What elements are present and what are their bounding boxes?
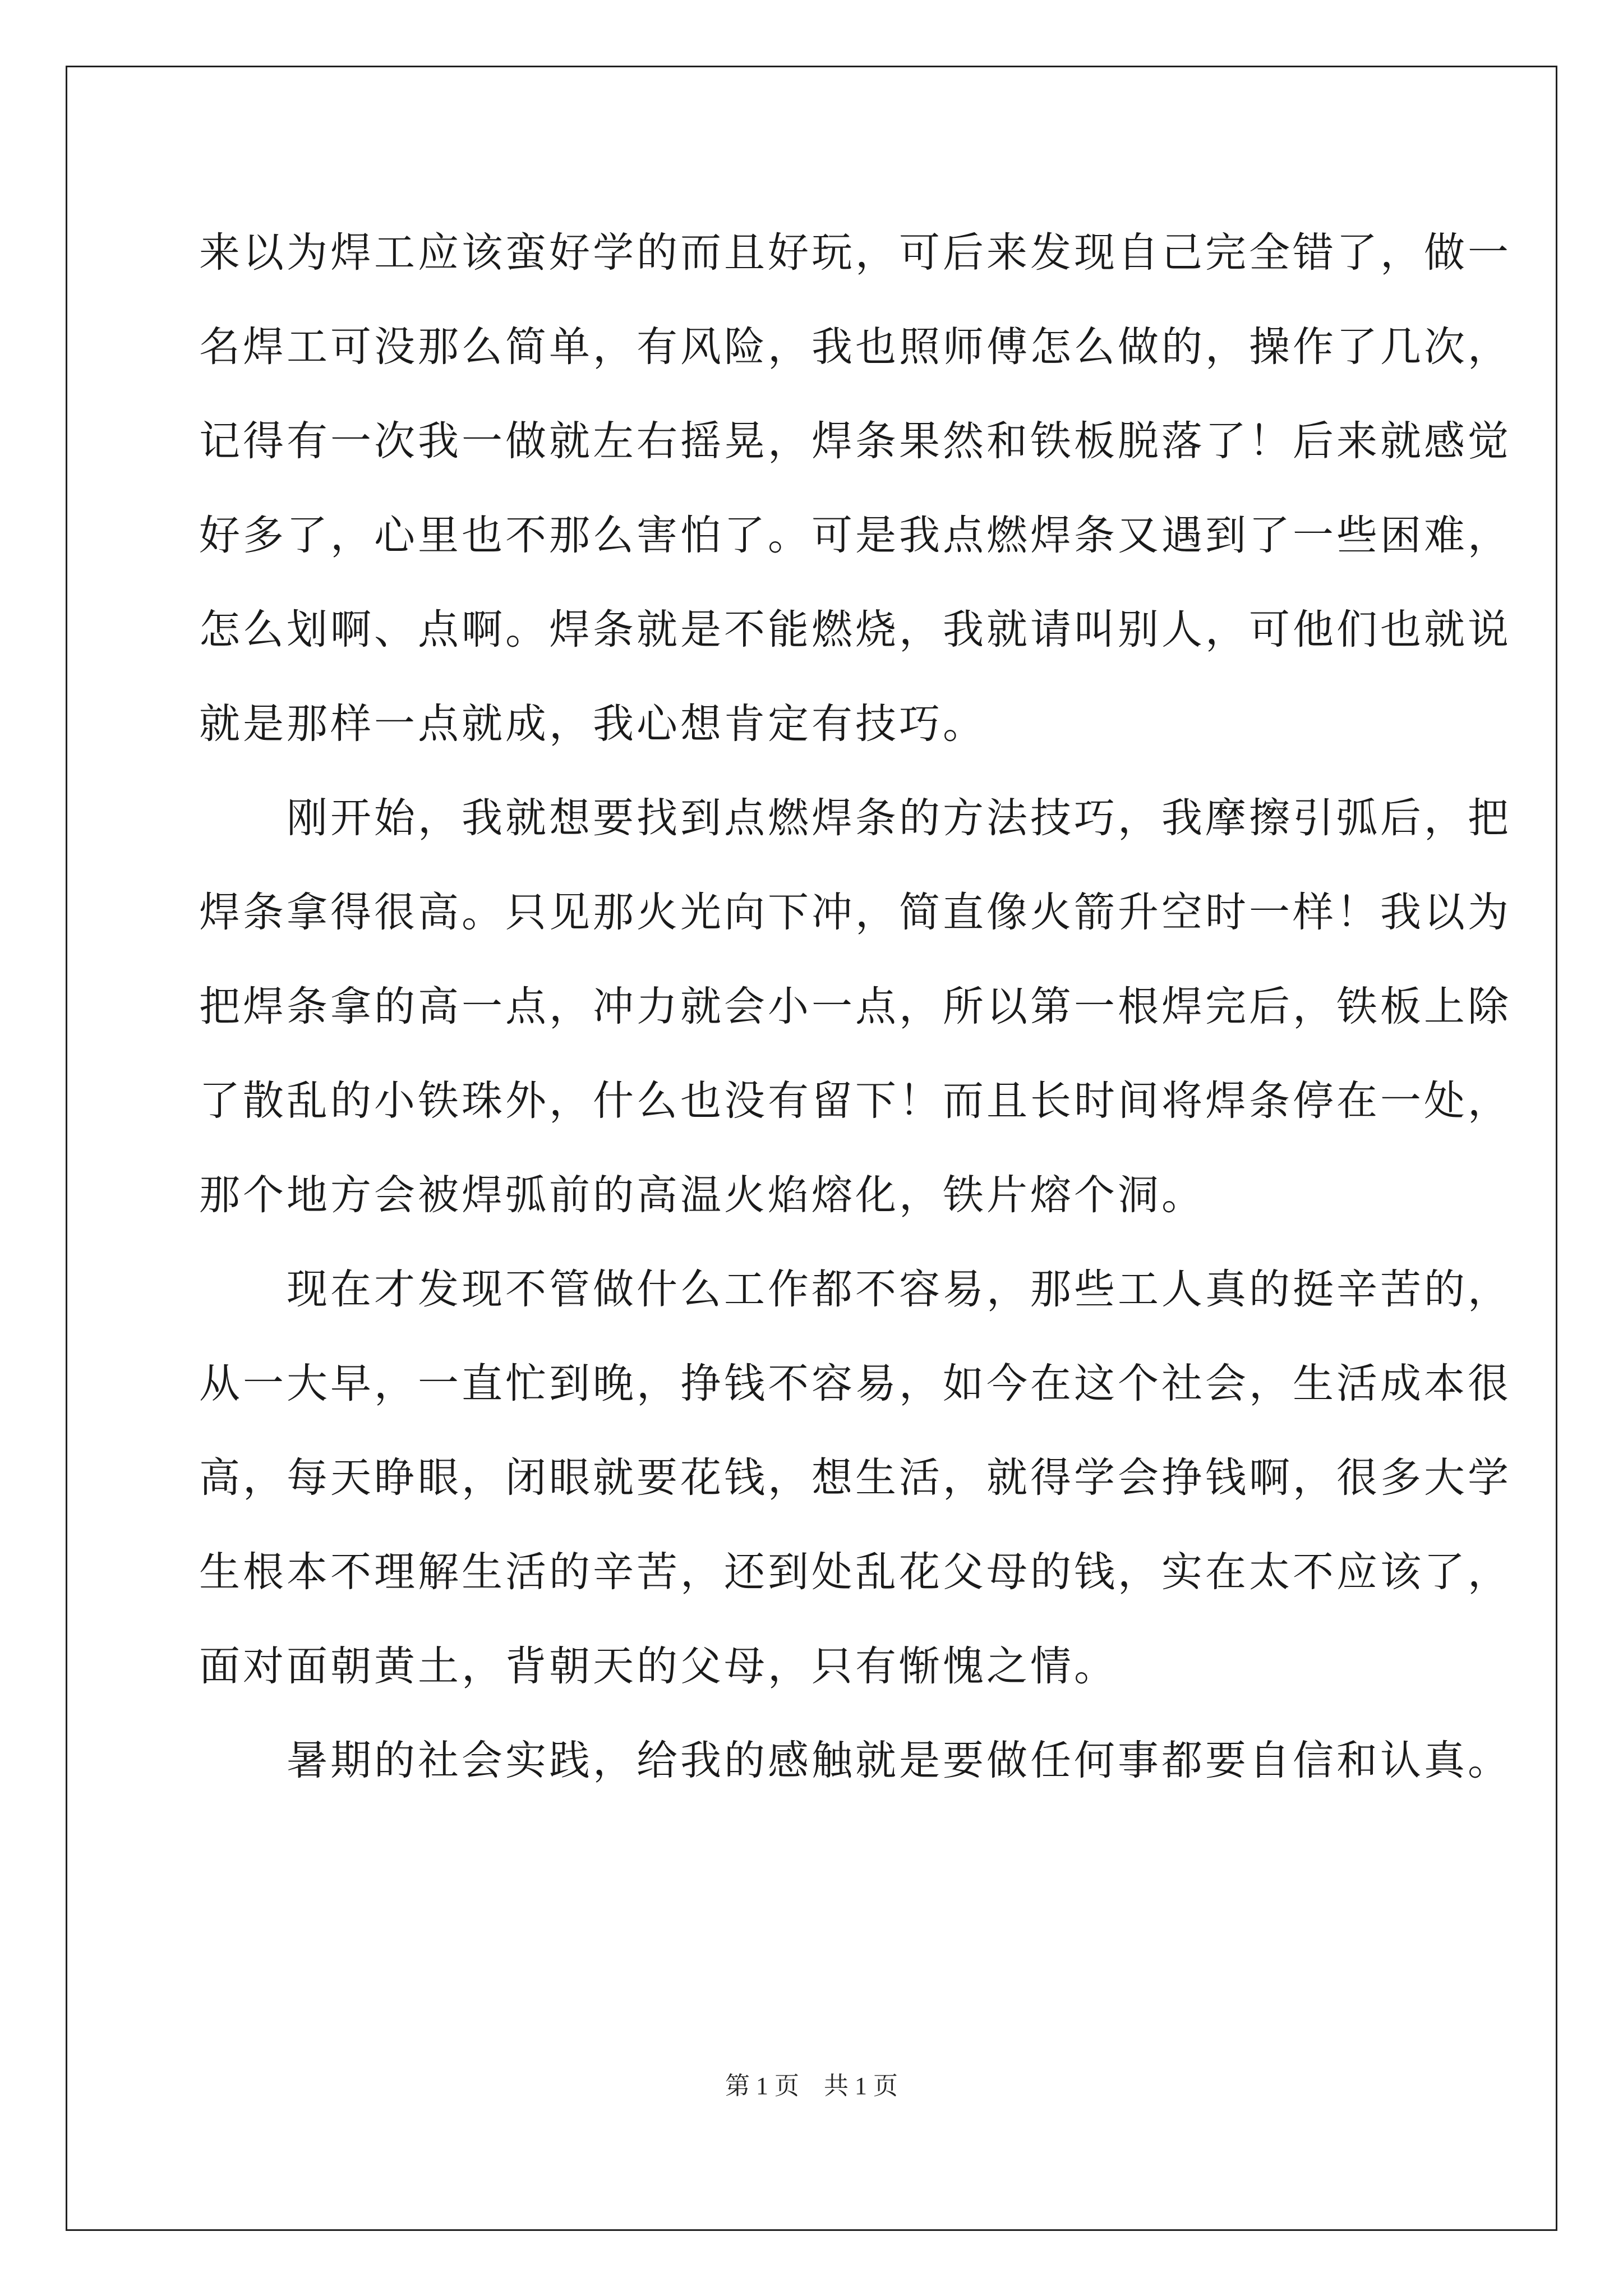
text-line: 高，每天睁眼，闭眼就要花钱，想生活，就得学会挣钱啊，很多大学 bbox=[199, 1454, 1511, 1502]
document-body bbox=[199, 206, 1511, 1808]
text-line: 刚开始，我就想要找到点燃焊条的方法技巧，我摩擦引弧后，把 bbox=[199, 794, 1511, 842]
text-line: 记得有一次我一做就左右摇晃，焊条果然和铁板脱落了！后来就感觉 bbox=[199, 417, 1511, 465]
text-line: 了散乱的小铁珠外，什么也没有留下！而且长时间将焊条停在一处， bbox=[199, 1077, 1511, 1125]
text-line: 好多了，心里也不那么害怕了。可是我点燃焊条又遇到了一些困难， bbox=[199, 512, 1511, 559]
text-line: 面对面朝黄土，背朝天的父母，只有惭愧之情。 bbox=[199, 1642, 1118, 1690]
text-line: 焊条拿得很高。只见那火光向下冲，简直像火箭升空时一样！我以为 bbox=[199, 889, 1511, 936]
text-line: 现在才发现不管做什么工作都不容易，那些工人真的挺辛苦的， bbox=[199, 1266, 1511, 1313]
text-line: 生根本不理解生活的辛苦，还到处乱花父母的钱，实在太不应该了， bbox=[199, 1548, 1511, 1596]
page-footer bbox=[0, 2065, 1623, 2101]
text-line: 那个地方会被焊弧前的高温火焰熔化，铁片熔个洞。 bbox=[199, 1171, 1205, 1219]
text-line: 来以为焊工应该蛮好学的而且好玩，可后来发现自己完全错了，做一 bbox=[199, 229, 1511, 277]
text-line: 从一大早，一直忙到晚，挣钱不容易，如今在这个社会，生活成本很 bbox=[199, 1360, 1511, 1407]
page-number-label: 第 1 页 共 1 页 bbox=[725, 2072, 898, 2100]
text-line: 怎么划啊、点啊。焊条就是不能燃烧，我就请叫别人，可他们也就说 bbox=[199, 606, 1511, 654]
text-line: 就是那样一点就成，我心想肯定有技巧。 bbox=[199, 700, 986, 748]
text-line: 暑期的社会实践，给我的感触就是要做任何事都要自信和认真。 bbox=[199, 1737, 1511, 1784]
text-line: 名焊工可没那么简单，有风险，我也照师傅怎么做的，操作了几次， bbox=[199, 323, 1511, 371]
text-line: 把焊条拿的高一点，冲力就会小一点，所以第一根焊完后，铁板上除 bbox=[199, 983, 1511, 1030]
